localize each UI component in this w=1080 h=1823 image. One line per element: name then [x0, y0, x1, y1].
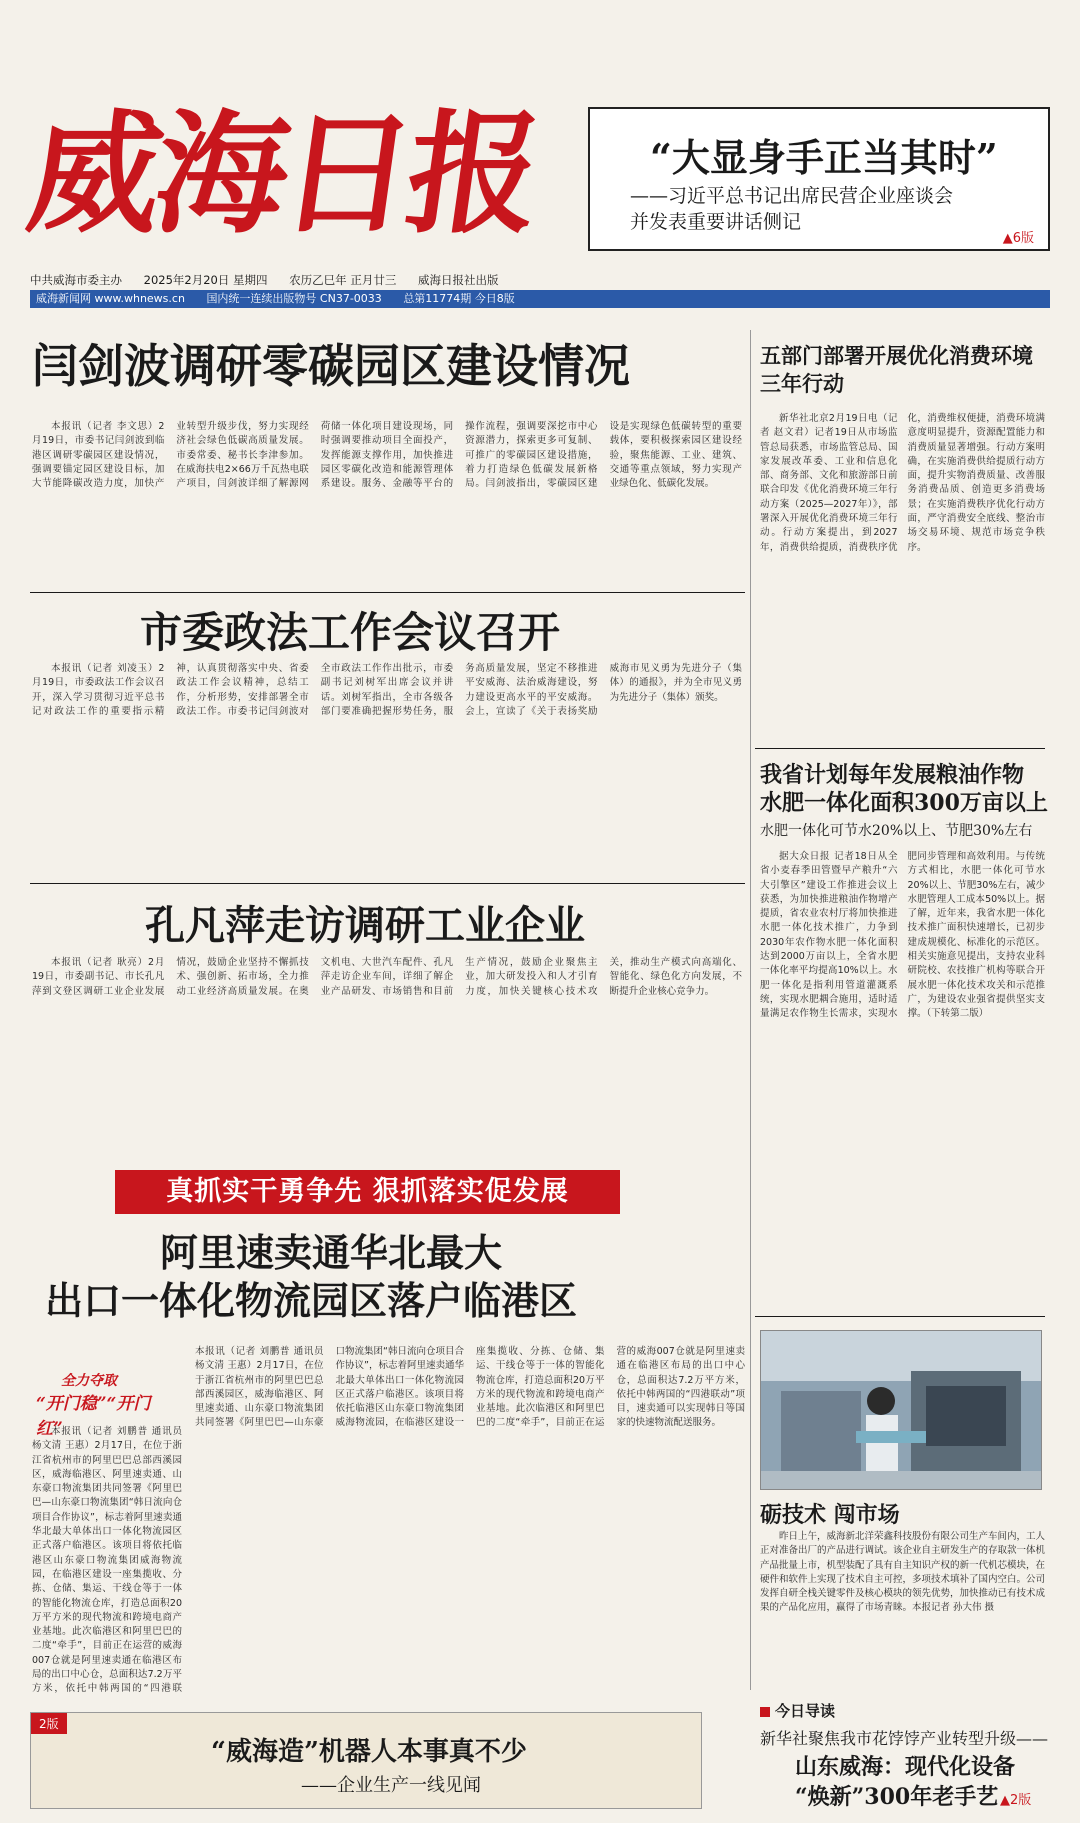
headline-4-line-2[interactable]: 出口一体化物流园区落户临港区 [45, 1278, 578, 1323]
guide-page-ref[interactable]: ▲2版 [1000, 1793, 1032, 1808]
headline-4-line-1[interactable]: 阿里速卖通华北最大 [160, 1230, 503, 1275]
right-headline-1-line-1[interactable]: 五部门部署开展优化消费环境 [760, 343, 1033, 368]
article-2-body: 本报讯（记者 刘凌玉）2月19日，市委政法工作会议召开，深入学习贯彻习近平总书记对政法工作的重要指示精神，认真贯彻落实中央、省委政法工作会议精神，总结工作，分析形势，安排部署全市政法工作。市委书记闫剑波对全市政法工作作出批示，市委副书记刘树军出席会议并讲话。刘树军指出，全市各级各部门要准确把握形势任务，服务高质量发展，坚定不移推进平安威海、法治威海建设，努力建设更高水平的平安威海。会上，宣读了《关于表扬奖励威海市见义勇为先进分子（集体）的通报》，并为全市见义勇为先进分子（集体）颁奖。 [32, 663, 742, 717]
badge-line-1: 全力夺取 [61, 1373, 117, 1389]
publisher: 威海日报社出版 [418, 273, 499, 287]
top-feature-box[interactable] [588, 107, 1050, 251]
right-article-1-body: 新华社北京2月19日电（记者 赵文君）记者19日从市场监管总局获悉，市场监管总局、国家发展改革委、工业和信息化部、商务部、文化和旅游部日前联合印发《优化消费环境三年行动方案（2025—2027年）》，部署深入开展优化消费环境三年行动。行动方案提出，到2027年，消费供给提质，消费秩序优化，消费维权便捷，消费环境满意度明显提升，资源配置能力和消费质量显著增强。行动方案明确，在实施消费供给提质行动方面，提升实物消费质量、改善服务消费品质、创造更多消费场景；在实施消费秩序优化行动方面，严守消费安全底线、整治市场交易环境、规范市场竞争秩序。 [760, 413, 1045, 553]
right-subhead-2: 水肥一体化可节水20%以上、节肥30%左右 [760, 823, 1033, 839]
photo-caption-title: 砺技术 闯市场 [760, 1502, 900, 1528]
right-article-2-body: 据大众日报 记者18日从全省小麦春季田管暨早产粮升“六大引擎区”建设工作推进会议上获悉，为加快推进粮油作物增产提质，省农业农村厅将加快推进水肥一体化技术推广，力争到2030年农作物水肥一体化面积达到2000万亩以上，全省水肥一体化率平均提高10%以上。水肥一体化是指利用管道灌溉系统，实现水肥耦合施用，适时适量满足农作物生长需求，实现水肥同步管理和高效利用。与传统方式相比，水肥一体化可节水20%以上、节肥30%左右，减少水肥管理人工成本50%以上。据了解，近年来，我省水肥一体化技术推广面积快速增长，已初步建成规模化、标准化的示范区。相关实施意见提出，支持农业科研院校、农技推广机构等联合开展水肥一体化技术攻关和示范推广，为建设农业强省提供坚实支撑。（下转第二版） [760, 851, 1045, 1020]
issue-number: 总第11774期 今日8版 [403, 292, 515, 305]
divider [30, 592, 745, 593]
campaign-badge [36, 1370, 166, 1439]
article-4-body-col-1: 本报讯（记者 刘鹏普 通讯员 杨文清 王惠）2月17日，在位于浙江省杭州市的阿里巴巴总部西溪园区，威海临港区、阿里速卖通、山东豪口物流集团共同签署《阿里巴巴—山东豪口物流集团“韩日流向仓项目合作协议”，标志着阿里速卖通华北最大单体出口一体化物流园区正式落户临港区。该项目将依托临港区山东豪口物流集团威海物流园，在临港区建设一座集揽收、分拣、仓储、集运、干线仓等于一体的智能化物流仓库，打造总面积20万平方米的现代物流和跨境电商产业基地。此次临港区和阿里巴巴的二度“牵手”，目前正在运营的威海007仓就是阿里速卖通在临港区布局的出口中心仓，总面积达7.2万平方米，依托中韩两国的“四港联 [32, 1426, 182, 1695]
red-square-icon [760, 1707, 770, 1717]
guide-line-3[interactable]: “焕新”300年老手艺 [795, 1784, 999, 1810]
cn-number: 国内统一连续出版物号 CN37-0033 [206, 292, 382, 305]
feature-sub-2: 并发表重要讲话侧记 [630, 211, 802, 233]
headline-3[interactable]: 孔凡萍走访调研工业企业 [145, 902, 585, 949]
info-bar [30, 272, 1050, 289]
date: 2025年2月20日 星期四 [143, 273, 268, 287]
divider [755, 1316, 1045, 1317]
factory-photo[interactable] [760, 1330, 1042, 1490]
slogan-banner: 真抓实干勇争先 狠抓落实促发展 [115, 1170, 620, 1214]
website[interactable]: 威海新闻网 www.whnews.cn [36, 292, 185, 305]
badge-line-2: “开门稳”“开门红” [36, 1394, 151, 1439]
bottom-page-tag: 2版 [31, 1713, 67, 1734]
column-divider [750, 330, 751, 1690]
todays-guide-label [760, 1700, 835, 1721]
bottom-teaser-title: “威海造”机器人本事真不少 [211, 1737, 527, 1767]
article-4-body: 本报讯（记者 刘鹏普 通讯员 杨文清 王惠）2月17日，在位于浙江省杭州市的阿里巴巴总部西溪园区，威海临港区、阿里速卖通、山东豪口物流集团共同签署《阿里巴巴—山东豪口物流集团“韩日流向仓项目合作协议”，标志着阿里速卖通华北最大单体出口一体化物流园区正式落户临港区。该项目将依托临港区山东豪口物流集团威海物流园，在临港区建设一座集揽收、分拣、仓储、集运、干线仓等于一体的智能化物流仓库，打造总面积20万平方米的现代物流和跨境电商产业基地。此次临港区和阿里巴巴的二度“牵手”，目前正在运营的威海007仓就是阿里速卖通在临港区布局的出口中心仓，总面积达7.2万平方米，依托中韩两国的“四港联动”项目，速卖通可以实现韩日等国家的快速物流配送服务。 [195, 1346, 745, 1429]
right-headline-2-line-2[interactable]: 水肥一体化面积300万亩以上 [760, 790, 1048, 816]
guide-line-2[interactable]: 山东威海：现代化设备 [795, 1754, 1016, 1780]
feature-sub-1: ——习近平总书记出席民营企业座谈会 [630, 185, 954, 207]
divider [30, 883, 745, 884]
guide-line-1[interactable]: 新华社聚焦我市花饽饽产业转型升级—— [760, 1729, 1049, 1748]
headline-1[interactable]: 闫剑波调研零碳园区建设情况 [32, 339, 630, 393]
factory-photo-image [761, 1331, 1041, 1489]
guide-label-text: 今日导读 [775, 1702, 836, 1720]
headline-2[interactable]: 市委政法工作会议召开 [140, 608, 561, 657]
article-3-body: 本报讯（记者 耿亮）2月19日，市委副书记、市长孔凡萍到文登区调研工业企业发展情况，鼓励企业坚持不懈抓技术、强创新、拓市场，全力推动工业经济高质量发展。在奥文机电、大世汽车配件、孔凡萍走访企业车间，详细了解企业产品研发、市场销售和目前生产情况，鼓励企业聚焦主业，加大研发投入和人才引育力度，加快关键核心技术攻关，推动生产模式向高端化、智能化、绿色化方向发展，不断提升企业核心竞争力。 [32, 957, 742, 997]
divider [755, 748, 1045, 749]
info-bar-blue [30, 290, 1050, 308]
photo-caption: 昨日上午，威海新北洋荣鑫科技股份有限公司生产车间内，工人正对准备出厂的产品进行调试。该企业自主研发生产的存取款一体机产品批量上市，机型装配了具有自主知识产权的新一代机芯模块，在硬件和软件上实现了技术自主可控，多项技术填补了国内空白。公司发挥自研全栈关键零件及核心模块的领先优势，加快推动已有技术成果的产品化应用，赢得了市场青睐。本报记者 孙大伟 摄 [760, 1531, 1045, 1614]
lunar-date: 农历乙巳年 正月廿三 [289, 273, 397, 287]
bottom-teaser-box[interactable] [30, 1712, 702, 1809]
article-1-body: 本报讯（记者 李文思）2月19日，市委书记闫剑波到临港区调研零碳园区建设情况，强调要锚定园区建设目标，加大节能降碳改造力度，加快产业转型升级步伐，努力实现经济社会绿色低碳高质量发展。市委常委、秘书长李津参加。在威海扶电2×66万千瓦热电联产项目，闫剑波详细了解源网荷储一体化项目建设现场，同时强调要推动项目全面投产，发挥能源支撑作用，加快推进园区零碳化改造和能源管理体系建设。服务、金融等平台的操作流程，强调要深挖市中心资源潜力，探索更多可复制、可推广的零碳园区建设措施，着力打造绿色低碳发展新格局。闫剑波指出，零碳园区建设是实现绿色低碳转型的重要载体，要积极探索园区建设经验，聚焦能源、工业、建筑、交通等重点领域，努力实现产业绿色化、低碳化发展。 [32, 421, 742, 490]
masthead-logo [19, 80, 585, 270]
right-headline-2-line-1[interactable]: 我省计划每年发展粮油作物 [760, 762, 1025, 788]
feature-page-ref[interactable]: ▲6版 [1002, 231, 1034, 246]
bottom-teaser-subtitle: ——企业生产一线见闻 [301, 1775, 481, 1796]
right-headline-1-line-2[interactable]: 三年行动 [760, 371, 844, 396]
sponsor: 中共威海市委主办 [30, 273, 122, 287]
newspaper-name: 威海日报 [19, 97, 545, 252]
feature-quote: “大显身手正当其时” [650, 135, 998, 180]
